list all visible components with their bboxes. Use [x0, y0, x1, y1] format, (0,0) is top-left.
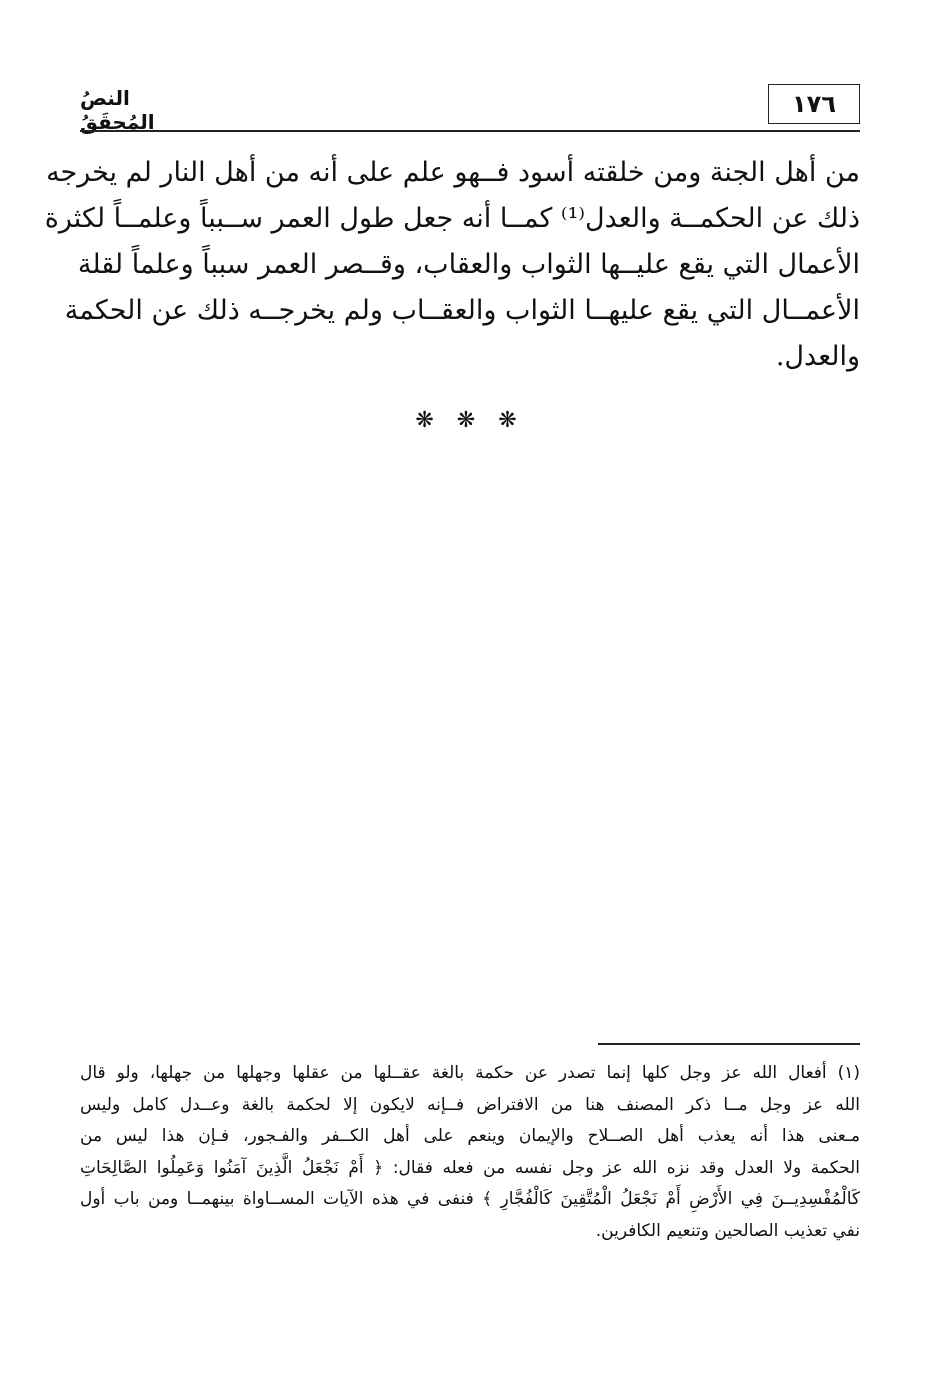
footnote: [80, 1058, 860, 1247]
body-line: والعدل.: [775, 341, 860, 372]
page-number: ١٧٦: [768, 84, 860, 124]
footnote-line: نفي تعذيب الصالحين وتنعيم الكافرين.: [595, 1220, 860, 1241]
header-rule: [80, 130, 860, 132]
footnote-line: (١) أفعال الله عز وجل كلها إنما تصدر عن حكمة بالغة عقــلها من عقلها وجهلها من جهلها، ولو قال: [80, 1063, 860, 1083]
footnote-rule: [598, 1043, 860, 1045]
section-separator: ❋ ❋ ❋: [415, 408, 525, 433]
footnote-line: الله عز وجل مــا ذكر المصنف هنا من الافتراض فــإنه لايكون إلا لحكمة بالغة وعــدل كامل وليس: [80, 1094, 860, 1115]
footnote-line: الحكمة ولا العدل وقد نزه الله عز وجل نفسه من فعله فقال: ﴿ أَمْ نَجْعَلُ الَّذِينَ آمَنُوا وَعَمِلُوا الصَّالِحَاتِ: [80, 1157, 860, 1178]
footnote-line: مـعنى هذا أنه يعذب أهل الصــلاح والإيمان وينعم على أهل الكــفر والفـجور، فـإن هذا ليس من: [80, 1126, 860, 1146]
body-line: من أهل الجنة ومن خلقته أسود فــهو علم على أنه من أهل النار لم يخرجه: [46, 157, 860, 188]
main-text: [44, 150, 860, 380]
running-title: النصُ المُحقَقُ: [80, 86, 155, 134]
body-line: الأعمال التي يقع عليــها الثواب والعقاب، وقــصر العمر سبباً وعلماً لقلة: [77, 249, 860, 280]
footnote-line: كَالْمُفْسِدِيــنَ فِي الأَرْضِ أَمْ نَجْعَلُ الْمُتَّقِينَ كَالْفُجَّارِ ﴾ فنفى في هذه الآيات المســاواة بينهمــا ومن باب أول: [80, 1189, 860, 1209]
body-line: الأعمــال التي يقع عليهــا الثواب والعقــاب ولم يخرجــه ذلك عن الحكمة: [64, 295, 860, 326]
body-line: ذلك عن الحكمــة والعدل⁽¹⁾ كمــا أنه جعل طول العمر ســبباً وعلمــاً لكثرة: [44, 203, 860, 234]
